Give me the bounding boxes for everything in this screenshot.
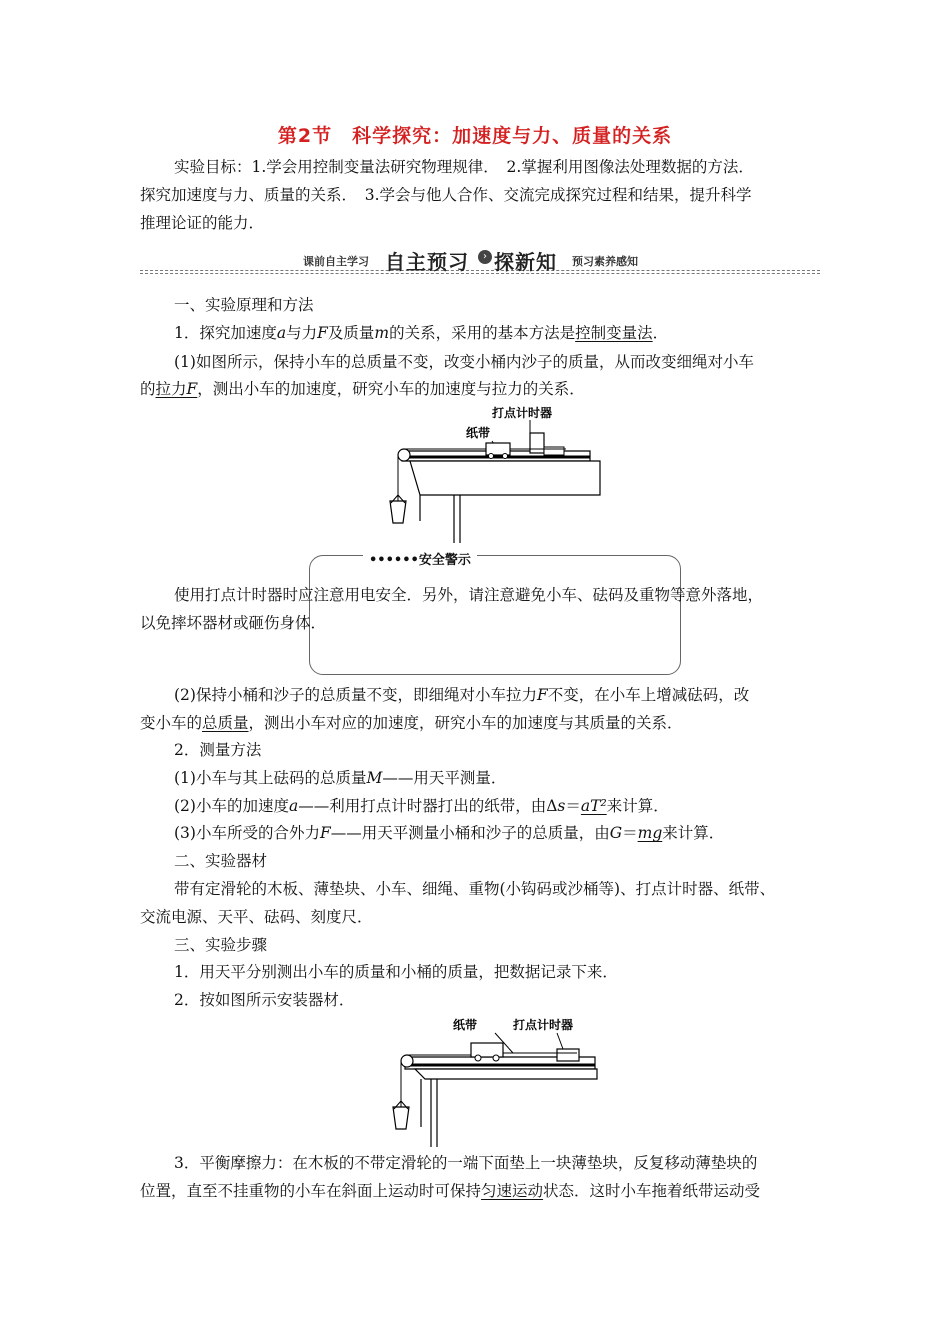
section1-p1: 1．探究加速度a与力F及质量m的关系，采用的基本方法是控制变量法． [174, 324, 669, 342]
section1-p2-line2: 的拉力F，测出小车的加速度，研究小车的加速度与拉力的关系． [140, 380, 585, 398]
banner-main-a: 自主预习 [385, 250, 469, 274]
section1-p3-line2: 变小车的总质量，测出小车对应的加速度，研究小车的加速度与其质量的关系． [140, 714, 683, 732]
measurement-item-1: (1)小车与其上砝码的总质量M——用天平测量． [174, 769, 507, 787]
safety-line-1: 使用打点计时器时应注意用电安全．另外，请注意避免小车、砝码及重物等意外落地， [174, 586, 764, 604]
apparatus-figure-2 [385, 1015, 600, 1147]
section2-line-2: 交流电源、天平、砝码、刻度尺． [140, 908, 373, 926]
safety-label: ••••••安全警示 [363, 549, 477, 568]
answer-control-variable: 控制变量法 [575, 324, 653, 342]
step-3-line-2: 位置，直至不挂重物的小车在斜面上运动时可保持匀速运动状态．这时小车拖着纸带运动受 [140, 1182, 761, 1200]
apparatus-figure-1 [380, 403, 605, 543]
banner-main-b: 探新知 [494, 250, 557, 274]
objectives-line-3: 推理论证的能力． [140, 214, 265, 232]
answer-total-mass: 总质量 [202, 714, 249, 732]
page-title: 第2节 科学探究：加速度与力、质量的关系 [277, 125, 673, 147]
banner-left-text: 课前自主学习 [303, 255, 369, 268]
figure1-label-timer: 打点计时器 [492, 406, 553, 420]
measurement-item-3: (3)小车所受的合外力F——用天平测量小桶和沙子的总质量，由G＝mg来计算． [174, 824, 725, 842]
section1-p2-line1: (1)如图所示，保持小车的总质量不变，改变小桶内沙子的质量，从而改变细绳对小车 [174, 353, 754, 371]
banner-arrow-icon: › [478, 250, 492, 264]
figure2-label-tape: 纸带 [453, 1018, 478, 1032]
measurement-item-2: (2)小车的加速度a——利用打点计时器打出的纸带，由Δs＝aT²来计算． [174, 797, 669, 815]
section2-line-1: 带有定滑轮的木板、薄垫块、小车、细绳、重物(小钩码或沙桶等)、打点计时器、纸带、 [174, 880, 776, 898]
step-2: 2．按如图所示安装器材． [174, 991, 355, 1009]
answer-uniform-motion: 匀速运动 [481, 1182, 544, 1200]
answer-aT2: aT² [580, 797, 607, 815]
safety-line-2: 以免摔坏器材或砸伤身体． [140, 614, 327, 632]
objectives-line-2: 探究加速度与力、质量的关系． 3.学会与他人合作、交流完成探究过程和结果，提升科学 [140, 186, 752, 204]
measurement-heading: 2．测量方法 [174, 741, 262, 759]
figure2-label-timer: 打点计时器 [513, 1018, 574, 1032]
banner-right-text: 预习素养感知 [572, 255, 638, 268]
answer-mg: mg [637, 824, 663, 842]
safety-notice-box [309, 555, 681, 675]
answer-pull-force: 拉力F [155, 380, 198, 398]
section-banner [140, 244, 820, 274]
step-1: 1．用天平分别测出小车的质量和小桶的质量，把数据记录下来． [174, 963, 618, 981]
section2-heading: 二、实验器材 [174, 852, 268, 870]
figure1-label-tape: 纸带 [466, 426, 491, 440]
section1-heading: 一、实验原理和方法 [174, 296, 314, 314]
section1-p3-line1: (2)保持小桶和沙子的总质量不变，即细绳对小车拉力F不变，在小车上增减砝码，改 [174, 686, 750, 704]
section3-heading: 三、实验步骤 [174, 936, 268, 954]
objectives-line-1: 实验目标：1.学会用控制变量法研究物理规律． 2.掌握利用图像法处理数据的方法． [174, 158, 754, 176]
step-3-line-1: 3．平衡摩擦力：在木板的不带定滑轮的一端下面垫上一块薄垫块，反复移动薄垫块的 [174, 1154, 758, 1172]
